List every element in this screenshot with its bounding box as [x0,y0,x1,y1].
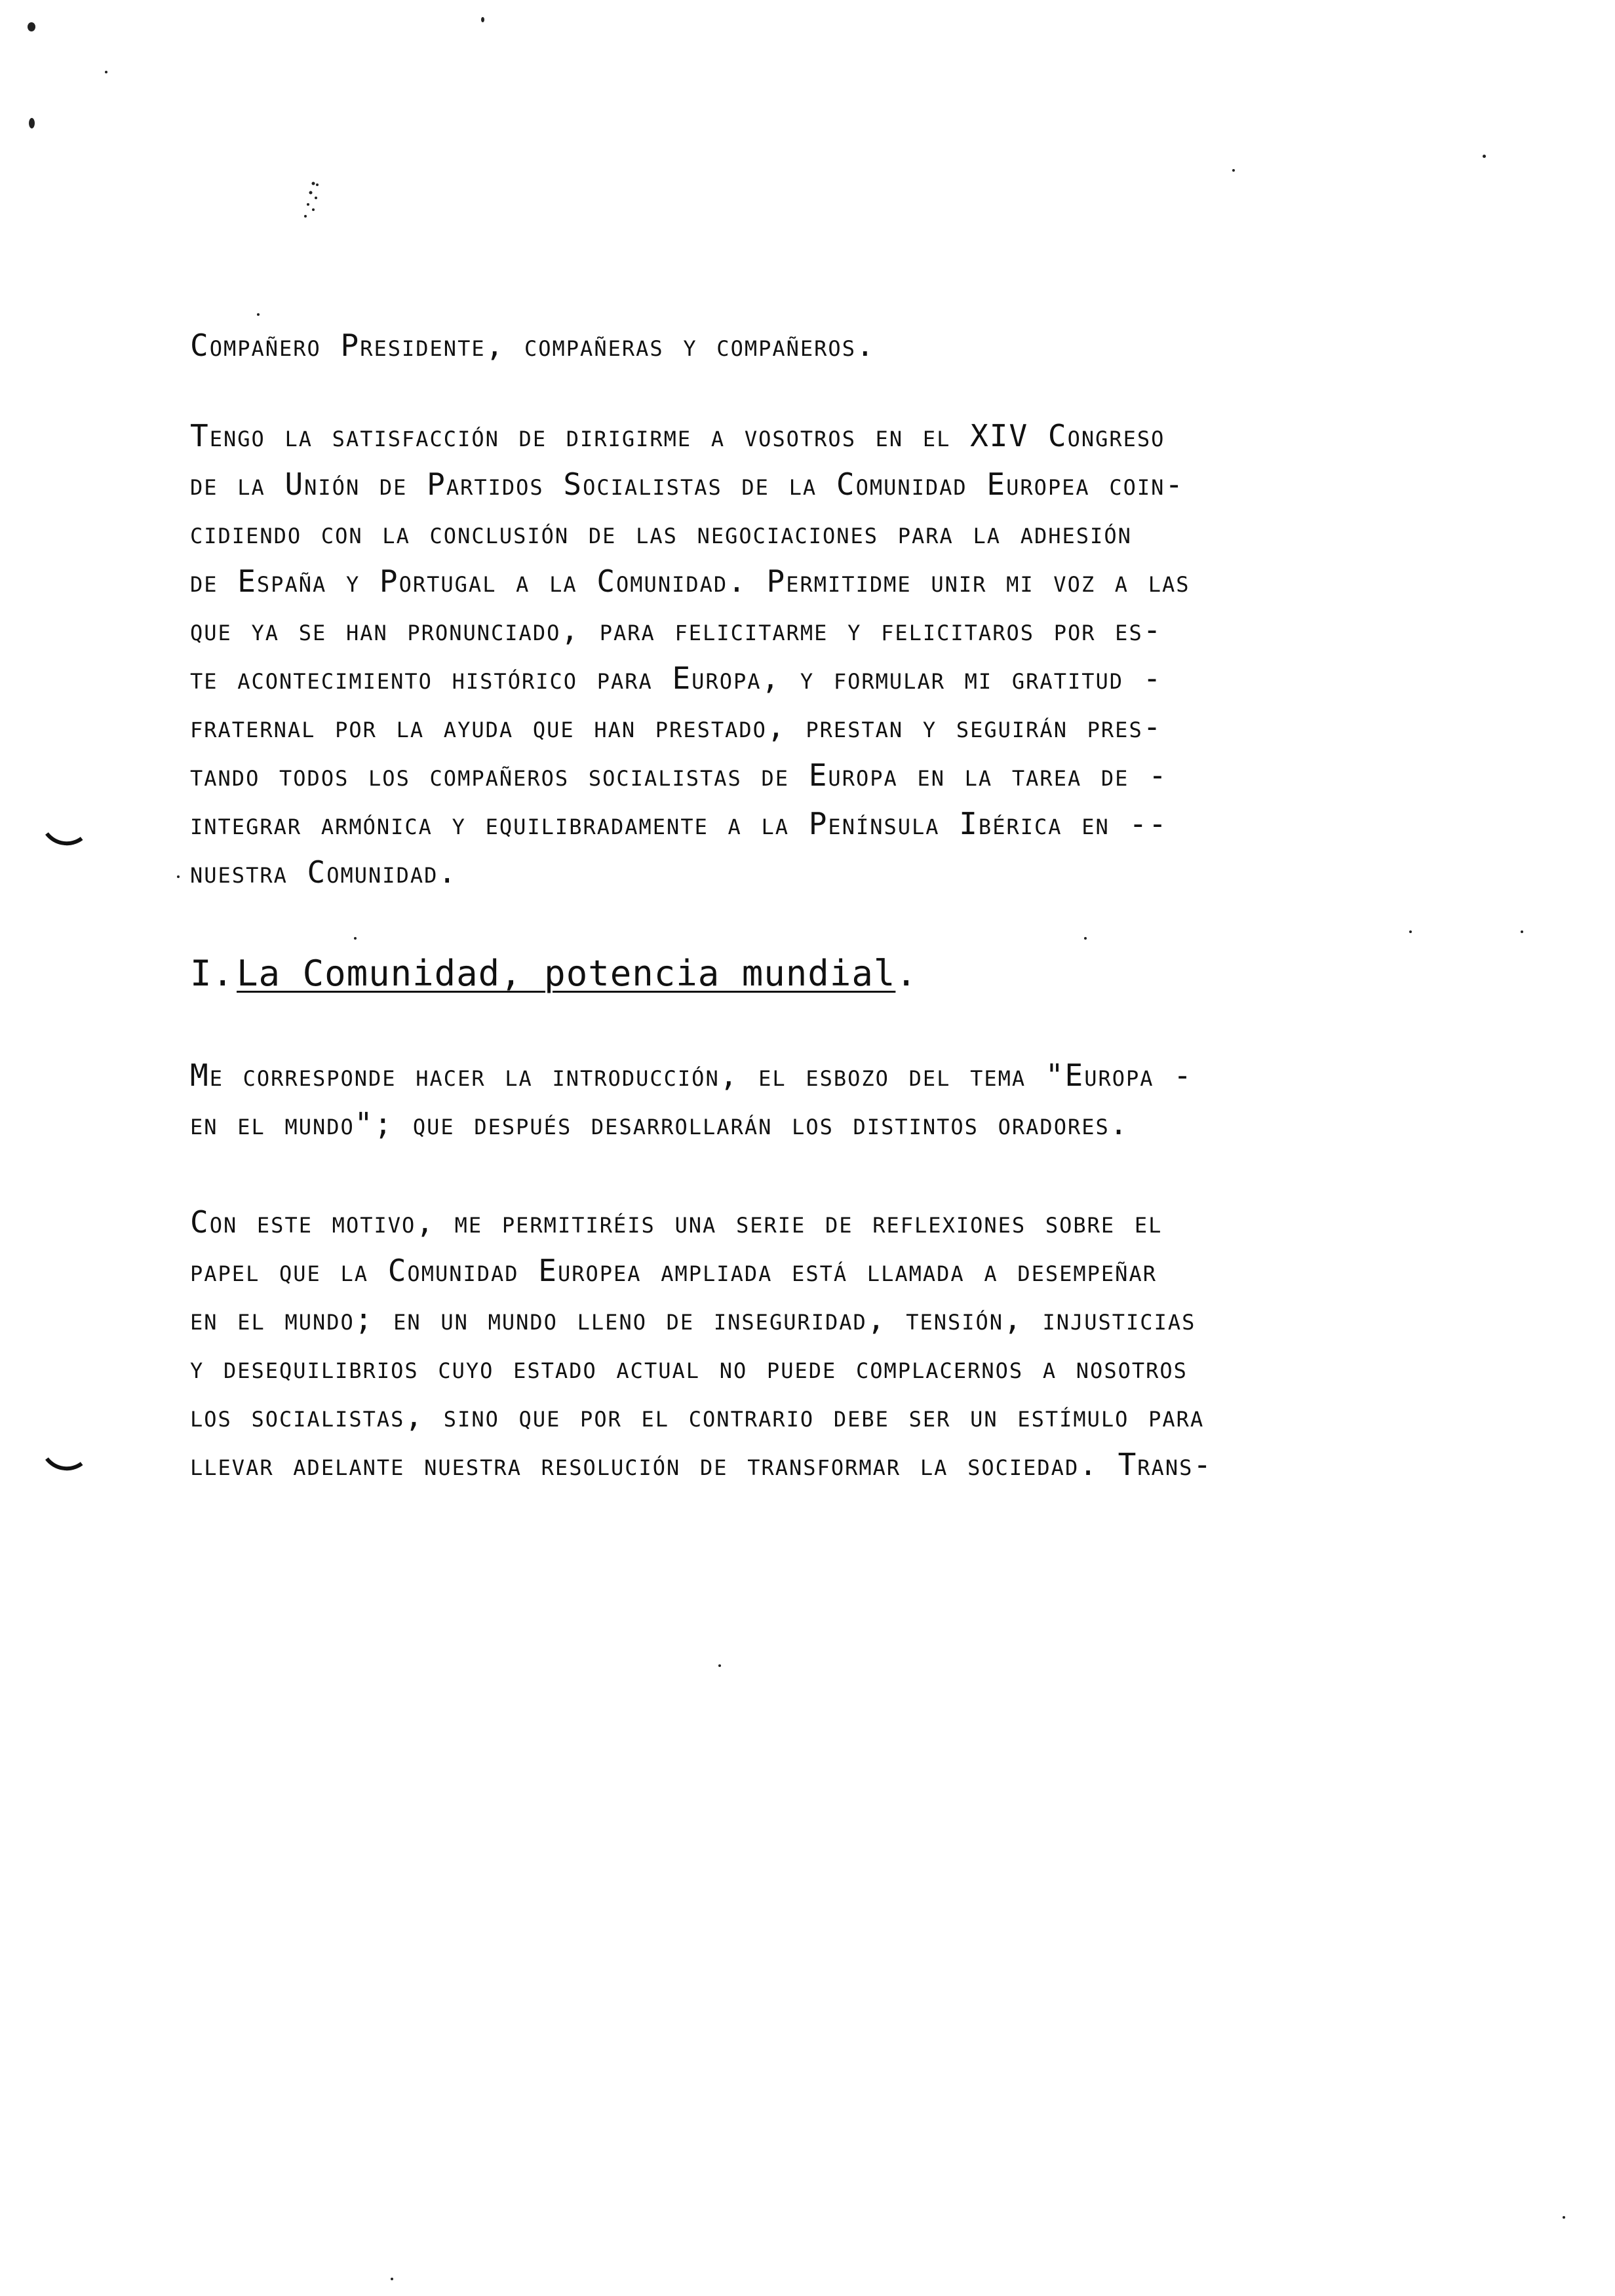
paragraph-2 [190,1051,1475,1148]
paragraph-line: de la Unión de Partidos Socialistas de la Comunidad Europea coin- [190,467,1185,502]
paragraph-line: y desequilibrios cuyo estado actual no puede complacernos a nosotros [190,1350,1188,1385]
paragraph-line: tando todos los compañeros socialistas de Europa en la tarea de - [190,757,1168,793]
paragraph-line: fraternal por la ayuda que han prestado, prestan y seguirán pres- [190,709,1163,744]
paragraph-line: Me corresponde hacer la introducción, el esbozo del tema "Europa - [190,1058,1193,1093]
scan-speck [1563,2216,1565,2219]
scan-speck [718,1664,721,1667]
section-trailing-period: . [895,953,918,994]
paragraph-line: Tengo la satisfacción de dirigirme a vosotros en el XIV Congreso [190,418,1165,453]
section-heading [190,947,918,1000]
scan-speck [177,875,180,878]
scan-speck [481,17,484,22]
scan-speck [257,313,260,316]
salutation-line: Compañero Presidente, compañeras y compañeros. [190,328,876,363]
scan-speck [391,2278,393,2280]
scan-dot-cluster [299,178,325,224]
scan-speck [28,22,35,31]
scan-speck [1409,930,1412,933]
section-number: I. [190,953,235,994]
punch-hole-mark [36,814,93,849]
paragraph-3 [190,1198,1475,1489]
paragraph-line: nuestra Comunidad. [190,854,458,890]
paragraph-1 [190,411,1475,896]
scan-speck [1232,169,1235,172]
paragraph-line: integrar armónica y equilibradamente a la Península Ibérica en -- [190,806,1168,841]
paragraph-line: en el mundo"; que después desarrollarán los distintos oradores. [190,1106,1129,1141]
paragraph-line: te acontecimiento histórico para Europa, y formular mi gratitud - [190,660,1163,696]
scan-speck [1521,930,1523,933]
paragraph-line: de España y Portugal a la Comunidad. Permitidme unir mi voz a las [190,564,1190,599]
section-title: La Comunidad, potencia mundial [237,953,896,994]
punch-hole-mark [36,1439,93,1474]
paragraph-line: cidiendo con la conclusión de las negociaciones para la adhesión [190,515,1132,550]
scan-speck [1084,937,1087,940]
paragraph-line: en el mundo; en un mundo lleno de inseguridad, tensión, injusticias [190,1301,1196,1337]
paragraph-line: que ya se han pronunciado, para felicitarme y felicitaros por es- [190,612,1163,647]
paragraph-line: papel que la Comunidad Europea ampliada está llamada a desempeñar [190,1253,1157,1288]
scan-speck [354,937,357,940]
paragraph-line: Con este motivo, me permitiréis una serie de reflexiones sobre el [190,1204,1163,1240]
scan-speck [1483,155,1486,158]
paragraph-line: los socialistas, sino que por el contrario debe ser un estímulo para [190,1398,1205,1434]
paragraph-line: llevar adelante nuestra resolución de transformar la sociedad. Trans- [190,1447,1213,1482]
scan-speck [29,118,35,128]
scan-speck [105,71,107,73]
salutation [190,321,1475,370]
